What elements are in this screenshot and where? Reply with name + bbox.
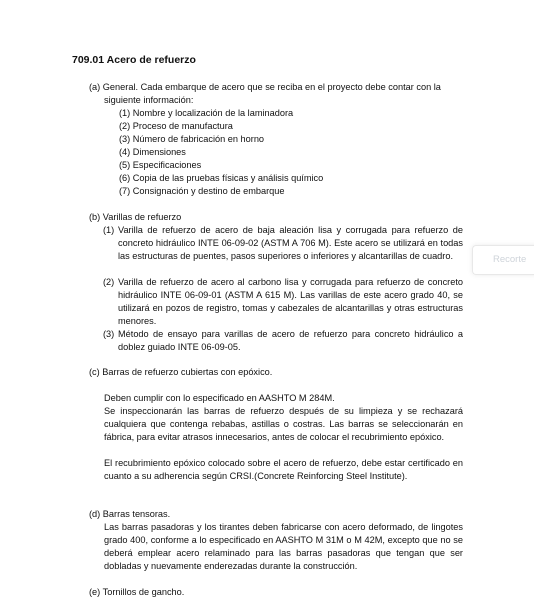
- list-item: (4) Dimensiones: [119, 147, 186, 157]
- list-item: (3) Número de fabricación en horno: [119, 134, 265, 144]
- section-e-title: (e) Tornillos de gancho.: [89, 587, 185, 597]
- list-item: (5) Especificaciones: [119, 160, 202, 170]
- list-item: (1) Nombre y localización de la laminadora: [119, 108, 294, 118]
- section-c-paragraph-1: Deben cumplir con lo especificado en AASHTO M 284M.: [104, 393, 335, 403]
- section-d-paragraph-1: Las barras pasadoras y los tirantes deben fabricarse con acero deformado, de lingotes grado 400, conforme a lo especificado en AASHTO M 31M o M 42M, excepto que no se deberá emplear acero relaminado para las barras pasadoras que tengan que ser dobladas y nuevamente enderezadas durante la construcción.: [104, 522, 463, 571]
- item-number: (1): [103, 225, 115, 235]
- section-a-line-1: (a) General. Cada embarque de acero que se reciba en el proyecto debe contar con la: [89, 82, 441, 92]
- section-c-title: (c) Barras de refuerzo cubiertas con epóxico.: [89, 367, 273, 377]
- section-b-title: (b) Varillas de refuerzo: [89, 212, 182, 222]
- item-text: Varilla de refuerzo de acero de baja aleación lisa y corrugada para refuerzo de concreto hidráulico INTE 06-09-02 (ASTM A 706 M). Este acero se utilizará en todas las estructuras de puentes, pasos superiores o inferiores y alcantarillas de cuadro.: [118, 225, 463, 261]
- item-number: (2): [103, 277, 115, 287]
- item-text: Método de ensayo para varillas de acero de refuerzo para concreto hidráulico a doblez guiado INTE 06-09-05.: [118, 329, 463, 352]
- list-item: (7) Consignación y destino de embarque: [119, 186, 285, 196]
- section-a-list: [119, 107, 323, 198]
- snip-tooltip-label: Recorte: [493, 254, 527, 265]
- section-c-paragraph-2: Se inspeccionarán las barras de refuerzo después de su limpieza y se rechazará cualquiera que contenga rebabas, astillas o costras. Las barras se seleccionarán en fábrica, para evitar atrasos innecesarios, antes de colocar el recubrimiento epóxico.: [104, 406, 463, 442]
- list-item: (2) Proceso de manufactura: [119, 121, 233, 131]
- item-text: Varilla de refuerzo de acero al carbono lisa y corrugada para refuerzo de concreto hidráulico INTE 06-09-01 (ASTM A 615 M). Las varillas de este acero grado 40, se utilizará en pozos de registro, tomas y cabezales de alcantarillas y otras estructuras menores.: [118, 277, 463, 326]
- list-item: (6) Copia de las pruebas físicas y análisis químico: [119, 173, 324, 183]
- section-heading: 709.01 Acero de refuerzo: [72, 54, 196, 66]
- section-d-title: (d) Barras tensoras.: [89, 509, 171, 519]
- item-number: (3): [103, 329, 115, 339]
- section-a-line-2: siguiente información:: [104, 95, 194, 105]
- snip-tooltip[interactable]: [472, 245, 534, 275]
- section-c-paragraph-3: El recubrimiento epóxico colocado sobre el acero de refuerzo, debe estar certificado en cuanto a su adherencia según CRSI.(Concrete Reinforcing Steel Institute).: [104, 458, 463, 481]
